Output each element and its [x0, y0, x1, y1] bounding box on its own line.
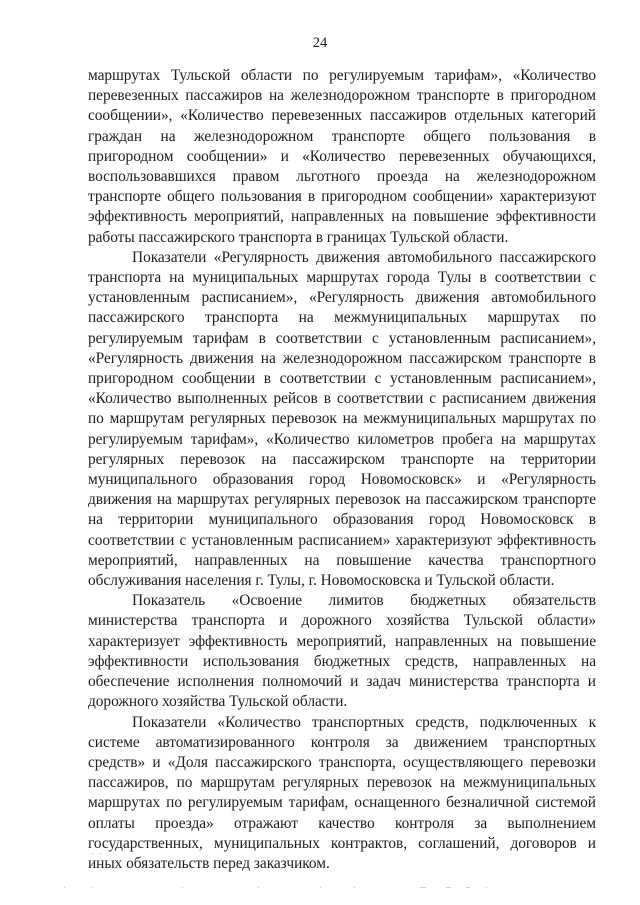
scan-speck	[64, 887, 65, 888]
scan-speck	[258, 887, 259, 888]
paragraph-regularity-indicators: Показатели «Регулярность движения автомобильного пассажирского транспорта на муниципальных маршрутах города Тулы в соответствии с установленным расписанием», «Регулярность движения автомобильного пассажирского транспорта на межмуниципальных маршрутах по регулируемым тарифам в соответствии с установленным расписанием», «Регулярность движения на железнодорожном пассажирском транспорте в пригородном сообщении в соответствии с установленным расписанием», «Количество выполненных рейсов в соответствии с расписанием движения по маршрутам регулярных перевозок на межмуниципальных маршрутах по регулируемым тарифам», «Количество километров пробега на маршрутах регулярных перевозок на пассажирском транспорте на территории муниципального образования город Новомосковск» и «Регулярность движения на маршрутах регулярных перевозок на пассажирском транспорте на территории муниципального образования город Новомосковск в соответствии с установленным расписанием» характеризуют эффективность мероприятий, направленных на повышение качества транспортного обслуживания населения г. Тулы, г. Новомосковска и Тульской области.	[88, 248, 596, 590]
scan-speck	[182, 887, 183, 888]
scan-speck	[486, 887, 487, 888]
scan-speck	[320, 887, 321, 888]
scan-speck	[420, 887, 426, 888]
page-number: 24	[312, 35, 328, 51]
paragraph-continuation: маршрутах Тульской области по регулируемым тарифам», «Количество перевезенных пассажиров на железнодорожном транспорте в пригородном сообщении», «Количество перевезенных пассажиров отдельных категорий граждан на железнодорожном транспорте общего пользования в пригородном сообщении» и «Количество перевезенных обучающихся, воспользовавшихся правом льготного проезда на железнодорожном транспорте общего пользования в пригородном сообщении» характеризуют эффективность мероприятий, направленных на повышение эффективности работы пассажирского транспорта в границах Тульской области.	[88, 67, 596, 246]
paragraph-control-indicators: Показатели «Количество транспортных средств, подключенных к системе автоматизированного контроля за движением транспортных средств» и «Доля пассажирского транспорта, осуществляющего перевозки пассажиров, по маршрутам регулярных перевозок на межмуниципальных маршрутах по регулируемым тарифам, оснащенного безналичной системой оплаты проезда» отражают качество контроля за выполнением государственных, муниципальных контрактов, соглашений, договоров и иных обязательств перед заказчиком.	[88, 713, 596, 872]
scan-speck	[466, 887, 470, 888]
document-body	[88, 66, 596, 874]
scan-speck	[92, 887, 93, 888]
paragraph-budget-indicator: Показатель «Освоение лимитов бюджетных обязательств министерства транспорта и дорожного хозяйства Тульской области» характеризует эффективность мероприятий, направленных на повышение эффективности использования бюджетных средств, направленных на обеспечение исполнения полномочий и задач министерства транспорта и дорожного хозяйства Тульской области.	[88, 592, 596, 711]
scan-speck	[354, 887, 355, 888]
scan-speck	[446, 887, 451, 888]
